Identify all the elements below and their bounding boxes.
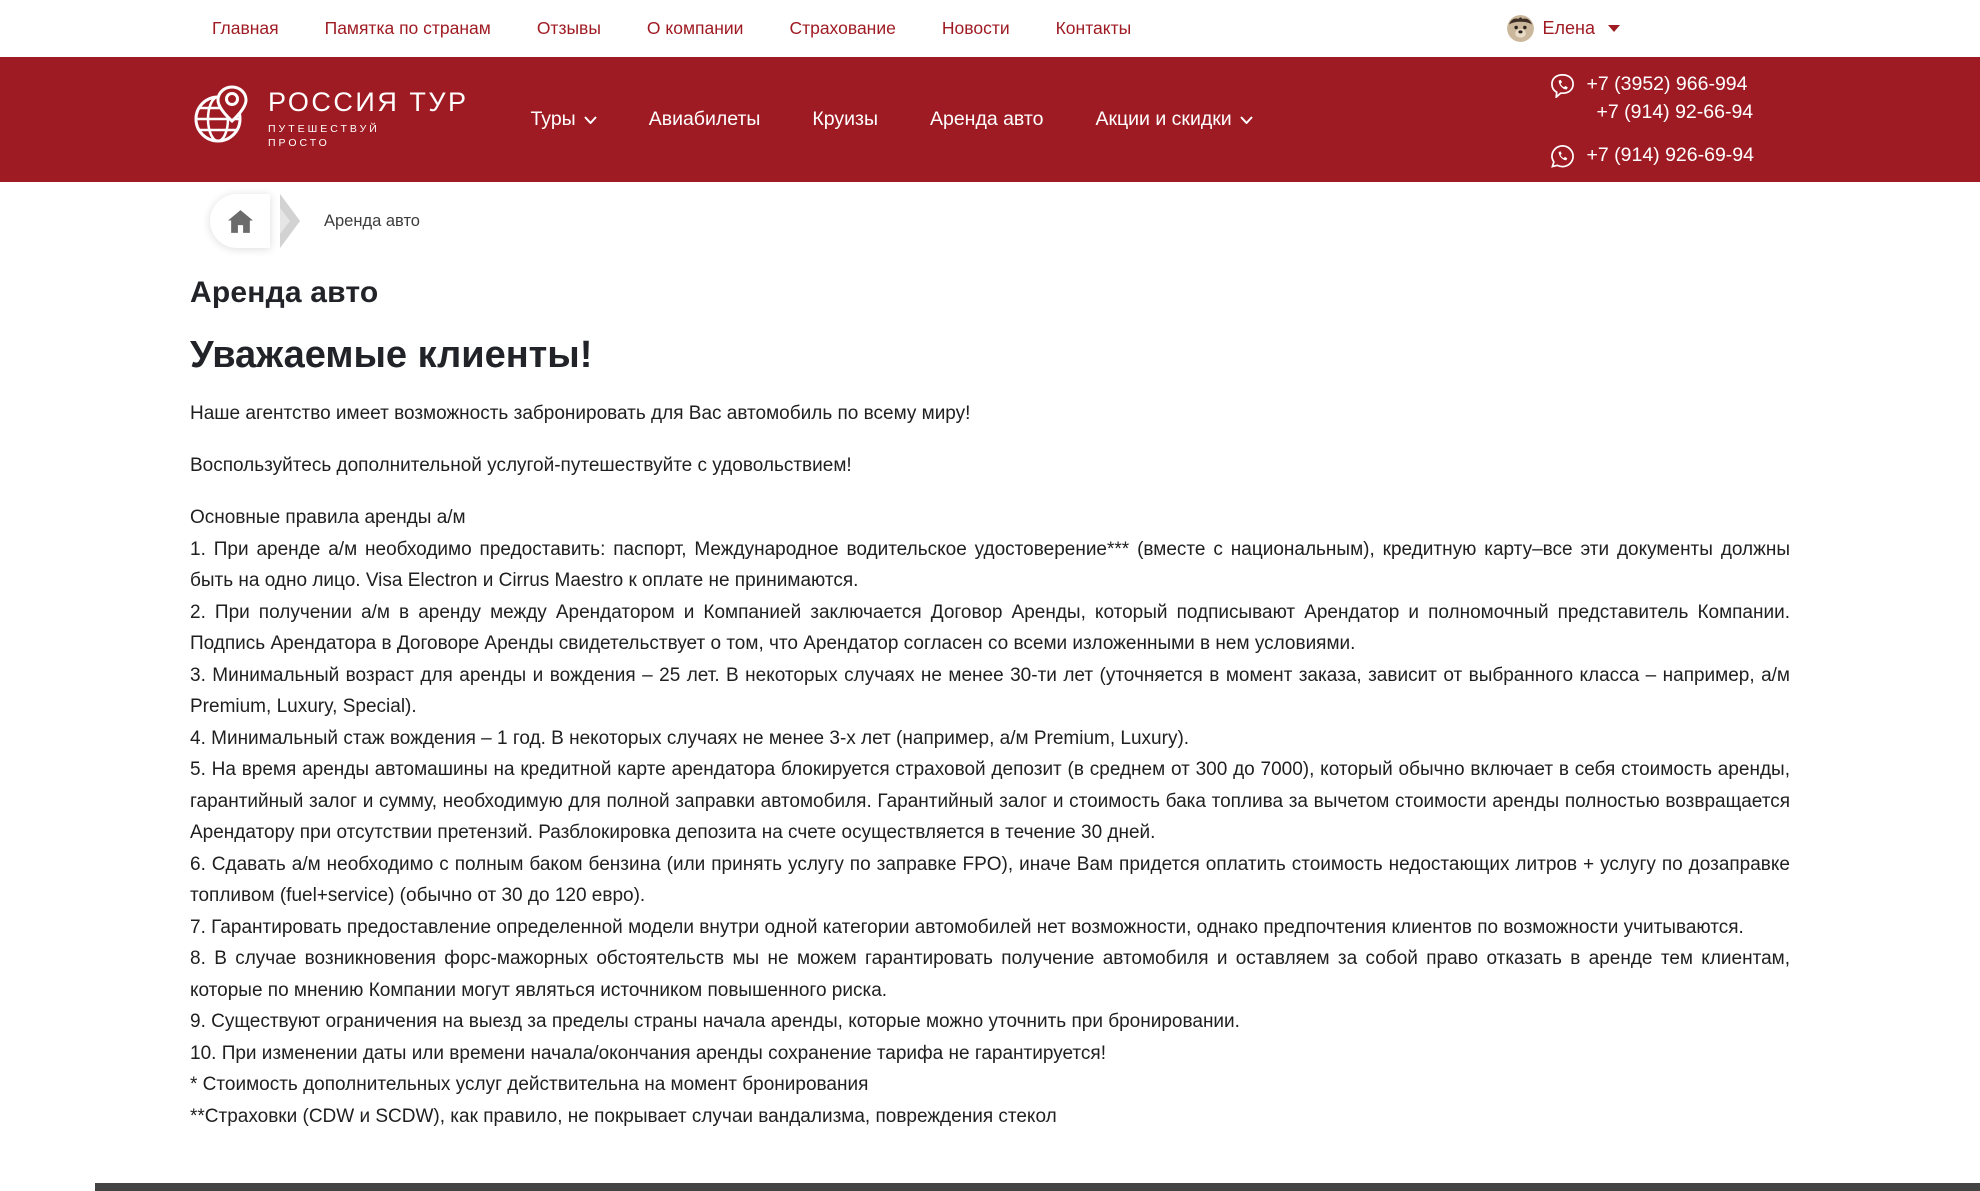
topbar-link-country-memo[interactable]: Памятка по странам [324, 18, 491, 38]
nav-item-cruises[interactable]: Круизы [812, 108, 878, 130]
user-menu[interactable] [1507, 15, 1620, 42]
intro-paragraph: Наше агентство имеет возможность забронировать для Вас автомобиль по всему миру! [190, 403, 971, 424]
rule-item-1: 1. При аренде а/м необходимо предоставить: паспорт, Международное водительское удостоверение*** (вместе с национальным), кредитную карту–все эти документы должны быть на одно лицо. Visa Electron и Cirrus Maestro к оплате не принимаются. [190, 538, 1790, 591]
chevron-down-icon [1240, 116, 1253, 124]
viber-icon [1550, 73, 1575, 98]
breadcrumb-home-button[interactable] [210, 194, 270, 248]
nav-item-tours[interactable]: Туры [530, 108, 596, 131]
topbar-link-home[interactable]: Главная [212, 18, 279, 38]
rule-item-4: 4. Минимальный стаж вождения – 1 год. В некоторых случаях не менее 3-х лет (например, а/м Premium, Luxury). [190, 727, 1190, 749]
topbar-link-news[interactable]: Новости [941, 18, 1010, 38]
user-avatar [1507, 15, 1534, 42]
page-subtitle: Уважаемые клиенты! [190, 334, 593, 376]
logo-tagline-line1: ПУТЕШЕСТВУЙ [268, 123, 380, 136]
footnote-1: * Стоимость дополнительных услуг действительна на момент бронирования [190, 1074, 869, 1095]
footer-top-edge [95, 1183, 1980, 1191]
rule-item-8: 8. В случае возникновения форс-мажорных обстоятельств мы не можем гарантировать получение автомобиля и оставляем за собой право отказать в аренде тем клиентам, которые по мнению Компании могут являться источником повышенного риска. [190, 948, 1790, 1001]
intro-paragraph: Воспользуйтесь дополнительной услугой-путешествуйте с удовольствием! [190, 455, 852, 476]
topbar-link-contacts[interactable]: Контакты [1055, 18, 1132, 38]
topbar-link-about[interactable]: О компании [646, 18, 744, 38]
topbar [0, 0, 1980, 57]
footnote-2: **Страховки (CDW и SCDW), как правило, не покрывает случаи вандализма, повреждения стекол [190, 1105, 1057, 1127]
whatsapp-phone[interactable]: +7 (914) 926-69-94 [1586, 143, 1754, 166]
main-nav [530, 108, 1252, 131]
breadcrumb-current-page: Аренда авто [324, 211, 420, 230]
globe-pin-logo-icon [190, 85, 254, 154]
rule-item-9: 9. Существуют ограничения на выезд за пределы страны начала аренды, которые можно уточнить при бронировании. [190, 1011, 1240, 1032]
main-header [0, 57, 1980, 182]
logo[interactable] [190, 85, 468, 154]
main-content [190, 248, 1790, 1132]
topbar-link-insurance[interactable]: Страхование [789, 18, 896, 38]
home-icon [227, 209, 254, 234]
rules-heading: Основные правила аренды а/м [190, 507, 466, 528]
viber-phone-1[interactable]: +7 (3952) 966-994 [1586, 72, 1748, 95]
rental-rules-block [190, 502, 1790, 1132]
nav-item-car-rental[interactable]: Аренда авто [929, 108, 1044, 130]
viber-phone-row [1550, 71, 1755, 125]
breadcrumb [0, 194, 1980, 248]
nav-item-air-tickets[interactable]: Авиабилеты [648, 108, 761, 130]
topbar-link-reviews[interactable]: Отзывы [536, 18, 601, 38]
rule-item-6: 6. Сдавать а/м необходимо с полным баком бензина (или принять услугу по заправке FPO), иначе Вам придется оплатить стоимость недостающих литров + услугу по дозаправке топливом (fuel+service) (обычно от 30 до 120 евро). [190, 853, 1790, 906]
logo-tagline-line2: ПРОСТО [268, 137, 330, 150]
viber-phone-2[interactable]: +7 (914) 92-66-94 [1596, 100, 1754, 123]
rule-item-3: 3. Минимальный возраст для аренды и вождения – 25 лет. В некоторых случаях не менее 30-ти лет (уточняется в момент заказа, зависит от выбранного класса – например, а/м Premium, Luxury, Special). [190, 664, 1790, 717]
logo-title: РОССИЯ ТУР [268, 87, 469, 118]
user-caret-down-icon [1608, 25, 1620, 32]
breadcrumb-arrow-separator-icon [278, 194, 302, 248]
page-title: Аренда авто [190, 276, 379, 309]
phone-block [1550, 71, 1791, 169]
rule-item-5: 5. На время аренды автомашины на кредитной карте арендатора блокируется страховой депозит (в среднем от 300 до 7000), который обычно включает в себя стоимость аренды, гарантийный залог и сумму, необходимую для полной заправки автомобиля. Гарантийный залог и стоимость бака топлива за вычетом стоимости аренды полностью возвращается Арендатору при отсутствии претензий. Разблокировка депозита на счете осуществляется в течение 30 дней. [190, 759, 1790, 843]
rule-item-2: 2. При получении а/м в аренду между Арендатором и Компанией заключается Договор Аренды, который подписывают Арендатор и полномочный представитель Компании. Подпись Арендатора в Договоре Аренды свидетельствует о том, что Арендатор согласен со всеми изложенными в нем условиями. [190, 601, 1790, 654]
user-name: Елена [1542, 18, 1595, 38]
rule-item-10: 10. При изменении даты или времени начала/окончания аренды сохранение тарифа не гарантируется! [190, 1042, 1106, 1064]
chevron-down-icon [584, 116, 597, 124]
rule-item-7: 7. Гарантировать предоставление определенной модели внутри одной категории автомобилей нет возможности, однако предпочтения клиентов по возможности учитываются. [190, 916, 1744, 938]
whatsapp-phone-row [1550, 142, 1755, 169]
nav-item-promotions[interactable]: Акции и скидки [1095, 108, 1252, 131]
whatsapp-icon [1550, 144, 1575, 169]
